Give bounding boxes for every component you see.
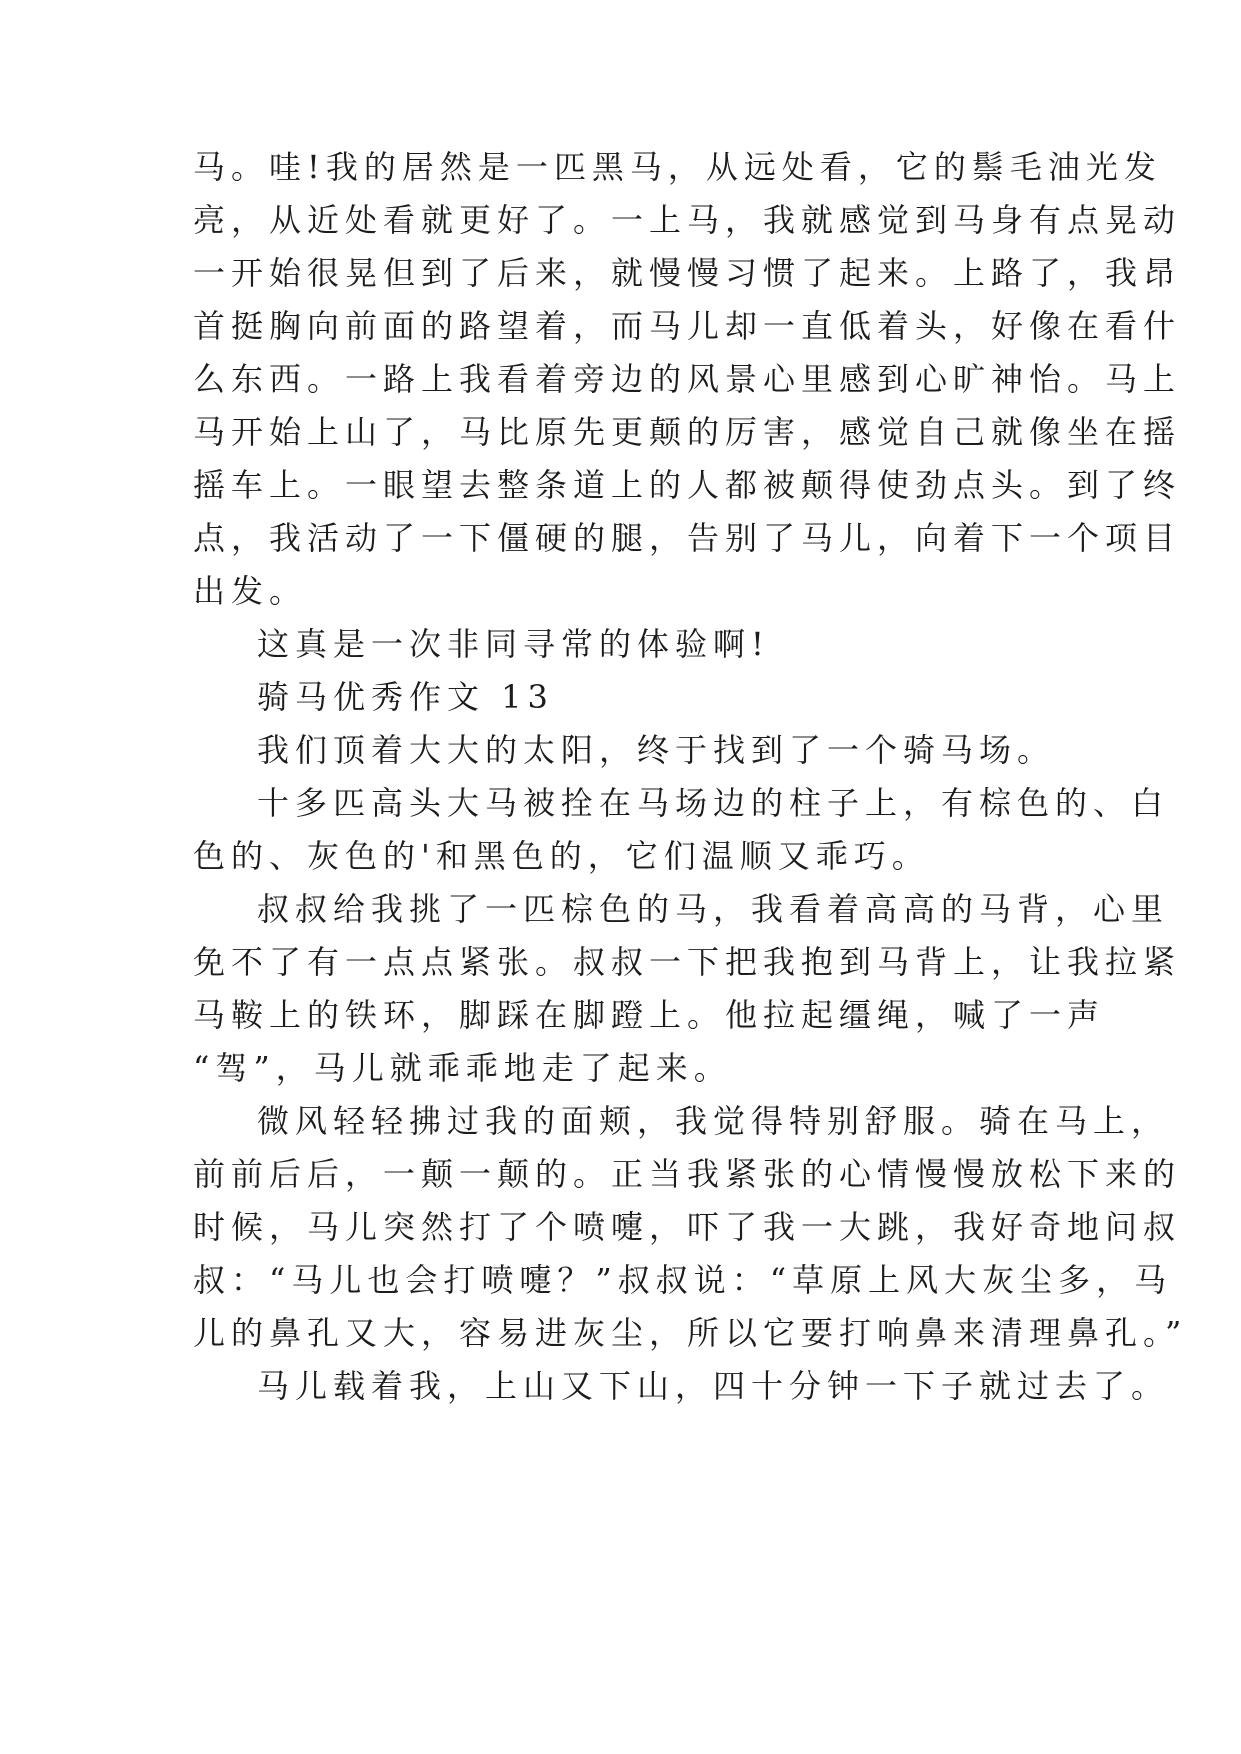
text-line: 马开始上山了，马比原先更颠的厉害，感觉自己就像坐在摇 [193,413,1182,451]
text-line: 叔：“马儿也会打喷嚏？”叔叔说：“草原上风大灰尘多，马 [193,1261,1173,1299]
text-line: 摇车上。一眼望去整条道上的人都被颠得使劲点头。到了终 [193,466,1182,504]
text-line: 首挺胸向前面的路望着，而马儿却一直低着头，好像在看什 [193,307,1182,345]
text-line: 出发。 [193,572,308,610]
text-line: 亮，从近处看就更好了。一上马，我就感觉到马身有点晃动 [193,201,1182,239]
text-line: 色的、灰色的'和黑色的，它们温顺又乖巧。 [193,837,930,875]
text-line: 叔叔给我挑了一匹棕色的马，我看着高高的马背，心里 [257,890,1170,928]
text-line: 免不了有一点点紧张。叔叔一下把我抱到马背上，让我拉紧 [193,943,1182,981]
text-line: 前前后后，一颠一颠的。正当我紧张的心情慢慢放松下来的 [193,1155,1182,1193]
text-line: 马。哇!我的居然是一匹黑马，从远处看，它的鬃毛油光发 [193,148,1162,186]
text-line: 儿的鼻孔又大，容易进灰尘，所以它要打响鼻来清理鼻孔。” [193,1314,1188,1352]
text-line: 马儿载着我，上山又下山，四十分钟一下子就过去了。 [257,1367,1170,1405]
text-line: 时候，马儿突然打了个喷嚏，吓了我一大跳，我好奇地问叔 [193,1208,1182,1246]
text-line: 微风轻轻拂过我的面颊，我觉得特别舒服。骑在马上， [257,1102,1170,1140]
text-line: 么东西。一路上我看着旁边的风景心里感到心旷神怡。马上 [193,360,1182,398]
text-line: “驾”，马儿就乖乖地走了起来。 [193,1049,732,1087]
text-line: 点，我活动了一下僵硬的腿，告别了马儿，向着下一个项目 [193,519,1182,557]
section-heading: 骑马优秀作文 13 [257,678,554,716]
text-line: 马鞍上的铁环，脚踩在脚蹬上。他拉起缰绳，喊了一声 [193,996,1106,1034]
text-line: 十多匹高头大马被拴在马场边的柱子上，有棕色的、白 [257,784,1170,822]
text-line: 这真是一次非同寻常的体验啊! [257,625,770,663]
text-line: 我们顶着大大的太阳，终于找到了一个骑马场。 [257,731,1056,769]
text-line: 一开始很晃但到了后来，就慢慢习惯了起来。上路了，我昂 [193,254,1182,292]
